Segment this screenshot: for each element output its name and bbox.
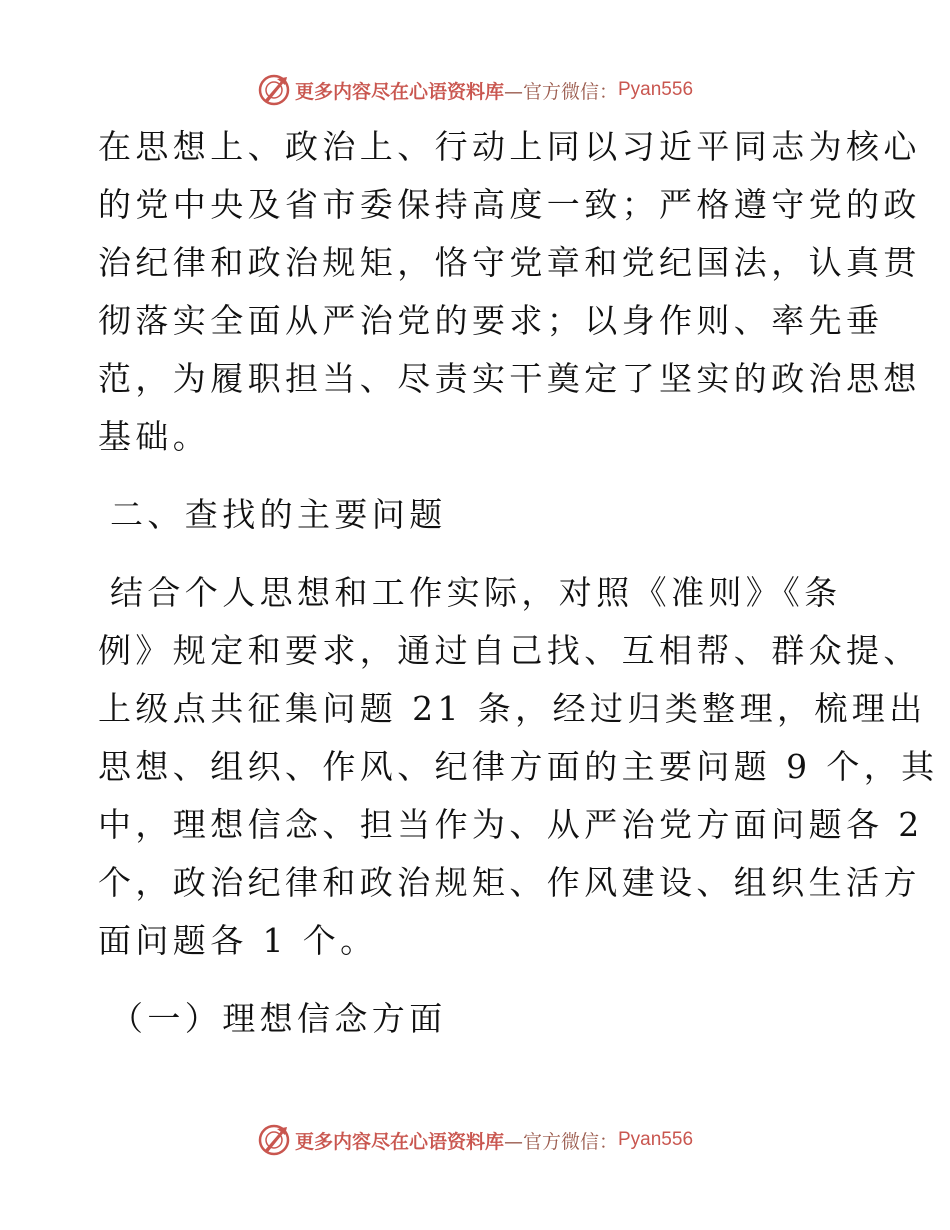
paragraph-line: 例》规定和要求，通过自己找、互相帮、群众提、 — [98, 631, 921, 670]
quill-logo-icon — [257, 1123, 291, 1157]
watermark-sub-text: —官方微信： — [503, 1130, 618, 1153]
paragraph-line: 思想、组织、作风、纪律方面的主要问题 9 个，其 — [98, 747, 939, 786]
paragraph-line: 彻落实全面从严治党的要求；以身作则、率先垂 — [98, 301, 884, 340]
paragraph-line: 结合个人思想和工作实际，对照《准则》《条 — [110, 573, 842, 612]
paragraph-line: 中，理想信念、担当作为、从严治党方面问题各 2 — [98, 805, 924, 844]
paragraph-line: 治纪律和政治规矩，恪守党章和党纪国法，认真贯 — [98, 243, 921, 282]
watermark-wechat-id: Pyan556 — [618, 1129, 694, 1150]
spacer — [98, 970, 858, 990]
paragraph-line: 范，为履职担当、尽责实干奠定了坚实的政治思想 — [98, 359, 921, 398]
paragraph-1 — [98, 118, 921, 466]
paragraph-line: 个，政治纪律和政治规矩、作风建设、组织生活方 — [98, 863, 921, 902]
paragraph-line: 的党中央及省市委保持高度一致；严格遵守党的政 — [98, 185, 921, 224]
section-heading-2: 二、查找的主要问题 — [110, 495, 447, 534]
subsection-heading-1: （一）理想信念方面 — [110, 999, 447, 1038]
spacer — [98, 466, 858, 486]
spacer — [98, 544, 858, 564]
watermark-wechat-id: Pyan556 — [618, 79, 694, 100]
paragraph-line: 在思想上、政治上、行动上同以习近平同志为核心 — [98, 127, 921, 166]
watermark-main-text: 更多内容尽在心语资料库 — [294, 80, 504, 103]
paragraph-line: 面问题各 1 个。 — [98, 921, 378, 960]
paragraph-line: 基础。 — [98, 417, 211, 456]
paragraph-line: 上级点共征集问题 21 条，经过归类整理，梳理出 — [98, 689, 927, 728]
paragraph-2 — [98, 564, 939, 970]
footer-watermark — [0, 1122, 950, 1158]
document-body — [98, 118, 939, 1048]
watermark-main-text: 更多内容尽在心语资料库 — [294, 1130, 504, 1153]
header-watermark — [0, 72, 950, 108]
quill-logo-icon — [257, 73, 291, 107]
watermark-sub-text: —官方微信： — [503, 80, 618, 103]
